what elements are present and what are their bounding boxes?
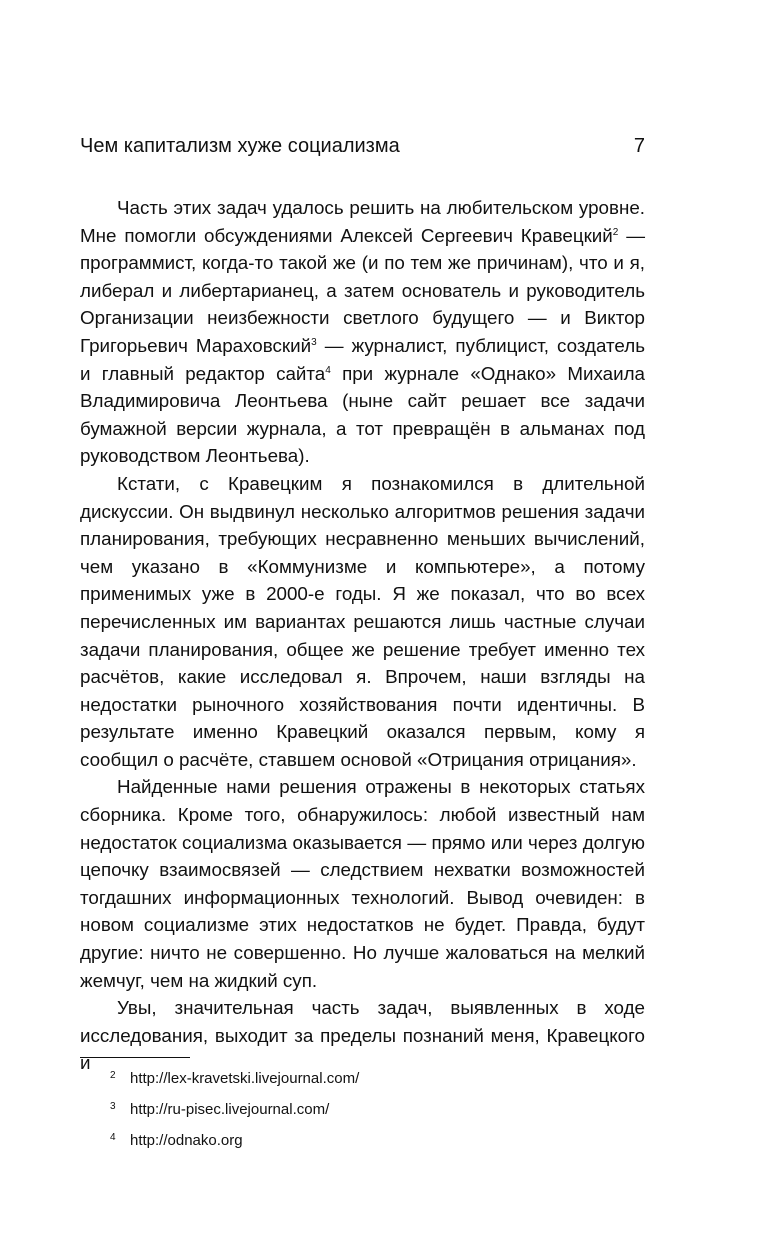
page-number: 7 [633, 135, 645, 157]
paragraph-4: Увы, значительная часть задач, выявленных в ходе исследования, выходит за пределы познаний меня, Кравецкого и [80, 997, 645, 1074]
footnote-number: 2 [110, 1070, 116, 1081]
body-text [80, 194, 645, 1077]
footnote-divider [80, 1057, 190, 1058]
footnote-link[interactable]: http://lex-kravetski.livejournal.com/ [130, 1070, 360, 1087]
footnote-item [80, 1095, 645, 1126]
footnote-ref-3: 3 [311, 336, 317, 348]
paragraph-1-text-b: — программист, когда-то такой же (и по тем же причинам), что и я, либерал и либертарианец, а затем основатель и руководитель Организации неизбежности светлого будущего — и Виктор Григорьевич Мараховский [80, 224, 645, 356]
footnotes [80, 1064, 645, 1157]
footnote-number: 3 [110, 1101, 116, 1112]
footnote-ref-2: 2 [612, 226, 619, 238]
footnote-link[interactable]: http://odnako.org [130, 1132, 243, 1149]
chapter-title: Чем капитализм хуже социализма [80, 135, 400, 157]
footnote-ref-4: 4 [325, 364, 331, 376]
paragraph-1-text-d: при журнале «Однако» Михаила Владимировича Леонтьева (ныне сайт решает все задачи бумажной версии журнала, а тот превращён в альманах под руководством Леонтьева). [80, 362, 645, 467]
footnote-item [80, 1064, 645, 1095]
book-page [80, 0, 645, 1240]
paragraph-1 [80, 194, 645, 470]
paragraph-1-text-c: — журналист, публицист, создатель и главный редактор сайта [80, 334, 645, 384]
footnote-number: 4 [110, 1132, 116, 1143]
paragraph-1-text-a: Часть этих задач удалось решить на любительском уровне. Мне помогли обсуждениями Алексей Сергеевич Кравецкий [80, 197, 645, 246]
footnote-item [80, 1126, 645, 1157]
running-header [80, 133, 645, 159]
paragraph-2: Кстати, с Кравецким я познакомился в длительной дискуссии. Он выдвинул несколько алгоритмов решения задачи планирования, требующих несравненно меньших вычислений, чем указано в «Коммунизме и компьютере», а потому применимых уже в 2000-е годы. Я же показал, что во всех перечисленных им вариантах решаются лишь частные случаи задачи планирования, общее же решение требует именно тех расчётов, какие исследовал я. Впрочем, наши взгляды на недостатки рыночного хозяйствования почти идентичны. В результате именно Кравецкий оказался первым, кому я сообщил о расчёте, ставшем основой «Отрицания отрицания». [80, 472, 645, 770]
footnote-link[interactable]: http://ru-pisec.livejournal.com/ [130, 1101, 330, 1118]
paragraph-3: Найденные нами решения отражены в некоторых статьях сборника. Кроме того, обнаружилось: любой известный нам недостаток социализма оказывается — прямо или через долгую цепочку взаимосвязей — следствием нехватки возможностей тогдашних информационных технологий. Вывод очевиден: в новом социализме этих недостатков не будет. Правда, будут другие: ничто не совершенно. Но лучше жаловаться на мелкий жемчуг, чем на жидкий суп. [80, 776, 645, 991]
